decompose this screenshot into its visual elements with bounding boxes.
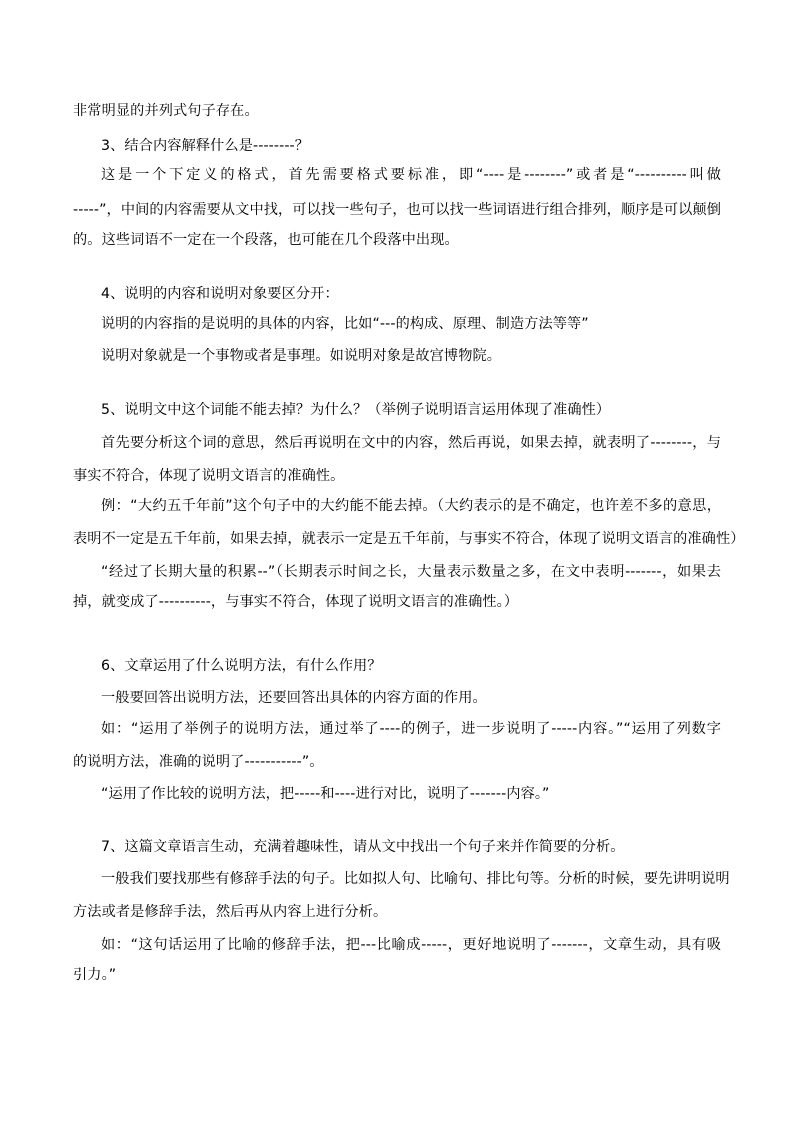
example-line: 例：“大约五千年前”这个句子中的大约能不能去掉。（大约表示的是不确定，也许差不多的意思，: [101, 498, 721, 514]
paragraph-line: 的说明方法，准确的说明了-----------”。: [73, 754, 324, 770]
paragraph-line: 掉，就变成了----------，与事实不符合，体现了说明文语言的准确性。）: [73, 594, 519, 610]
paragraph-line: 说明对象就是一个事物或者是事理。如说明对象是故宫博物院。: [101, 348, 502, 364]
example-line: “运用了作比较的说明方法，把-----和----进行对比，说明了-------内容。”: [101, 786, 550, 802]
paragraph-line: 说明的内容指的是说明的具体的内容，比如“---的构成、原理、制造方法等等”: [101, 316, 589, 332]
paragraph-line: 首先要分析这个词的意思，然后再说明在文中的内容，然后再说，如果去掉，就表明了--------，与: [101, 435, 721, 451]
paragraph-line: 引力。”: [73, 967, 117, 983]
question-heading-4: 4、说明的内容和说明对象要区分开：: [101, 286, 339, 302]
example-line: 如：“这句话运用了比喻的修辞手法，把---比喻成-----，更好地说明了-------，文章生动，具有吸: [101, 937, 721, 953]
question-heading-6: 6、文章运用了什么说明方法，有什么作用？: [101, 658, 382, 674]
example-line: 如：“运用了举例子的说明方法，通过举了----的例子，进一步说明了-----内容。”“运用了列数字: [101, 721, 721, 737]
example-line: “经过了长期大量的积累--”（长期表示时间之长，大量表示数量之多，在文中表明-------，如果去: [101, 564, 721, 580]
paragraph-line: 方法或者是修辞手法，然后再从内容上进行分析。: [73, 904, 388, 920]
paragraph-line: 这是一个下定义的格式，首先需要格式要标准，即“----是--------”或者是“----------叫做: [101, 167, 721, 183]
paragraph-line: 表明不一定是五千年前，如果去掉，就表示一定是五千年前，与事实不符合，体现了说明文语言的准确性）: [73, 531, 745, 547]
question-heading-5: 5、说明文中这个词能不能去掉？为什么？（举例子说明语言运用体现了准确性）: [101, 402, 611, 418]
paragraph-line: -----”，中间的内容需要从文中找，可以找一些句子，也可以找一些词语进行组合排列，顺序是可以颠倒: [73, 202, 721, 218]
paragraph-line: 非常明显的并列式句子存在。: [73, 103, 259, 119]
paragraph-line: 事实不符合，体现了说明文语言的准确性。: [73, 468, 345, 484]
paragraph-line: 的。这些词语不一定在一个段落，也可能在几个段落中出现。: [73, 232, 459, 248]
question-heading-3: 3、结合内容解释什么是--------？: [101, 138, 310, 154]
question-heading-7: 7、这篇文章语言生动，充满着趣味性，请从文中找出一个句子来并作简要的分析。: [101, 839, 625, 855]
paragraph-line: 一般我们要找那些有修辞手法的句子。比如拟人句、比喻句、排比句等。分析的时候，要先讲明说明: [101, 871, 730, 887]
paragraph-line: 一般要回答出说明方法，还要回答出具体的内容方面的作用。: [101, 690, 487, 706]
